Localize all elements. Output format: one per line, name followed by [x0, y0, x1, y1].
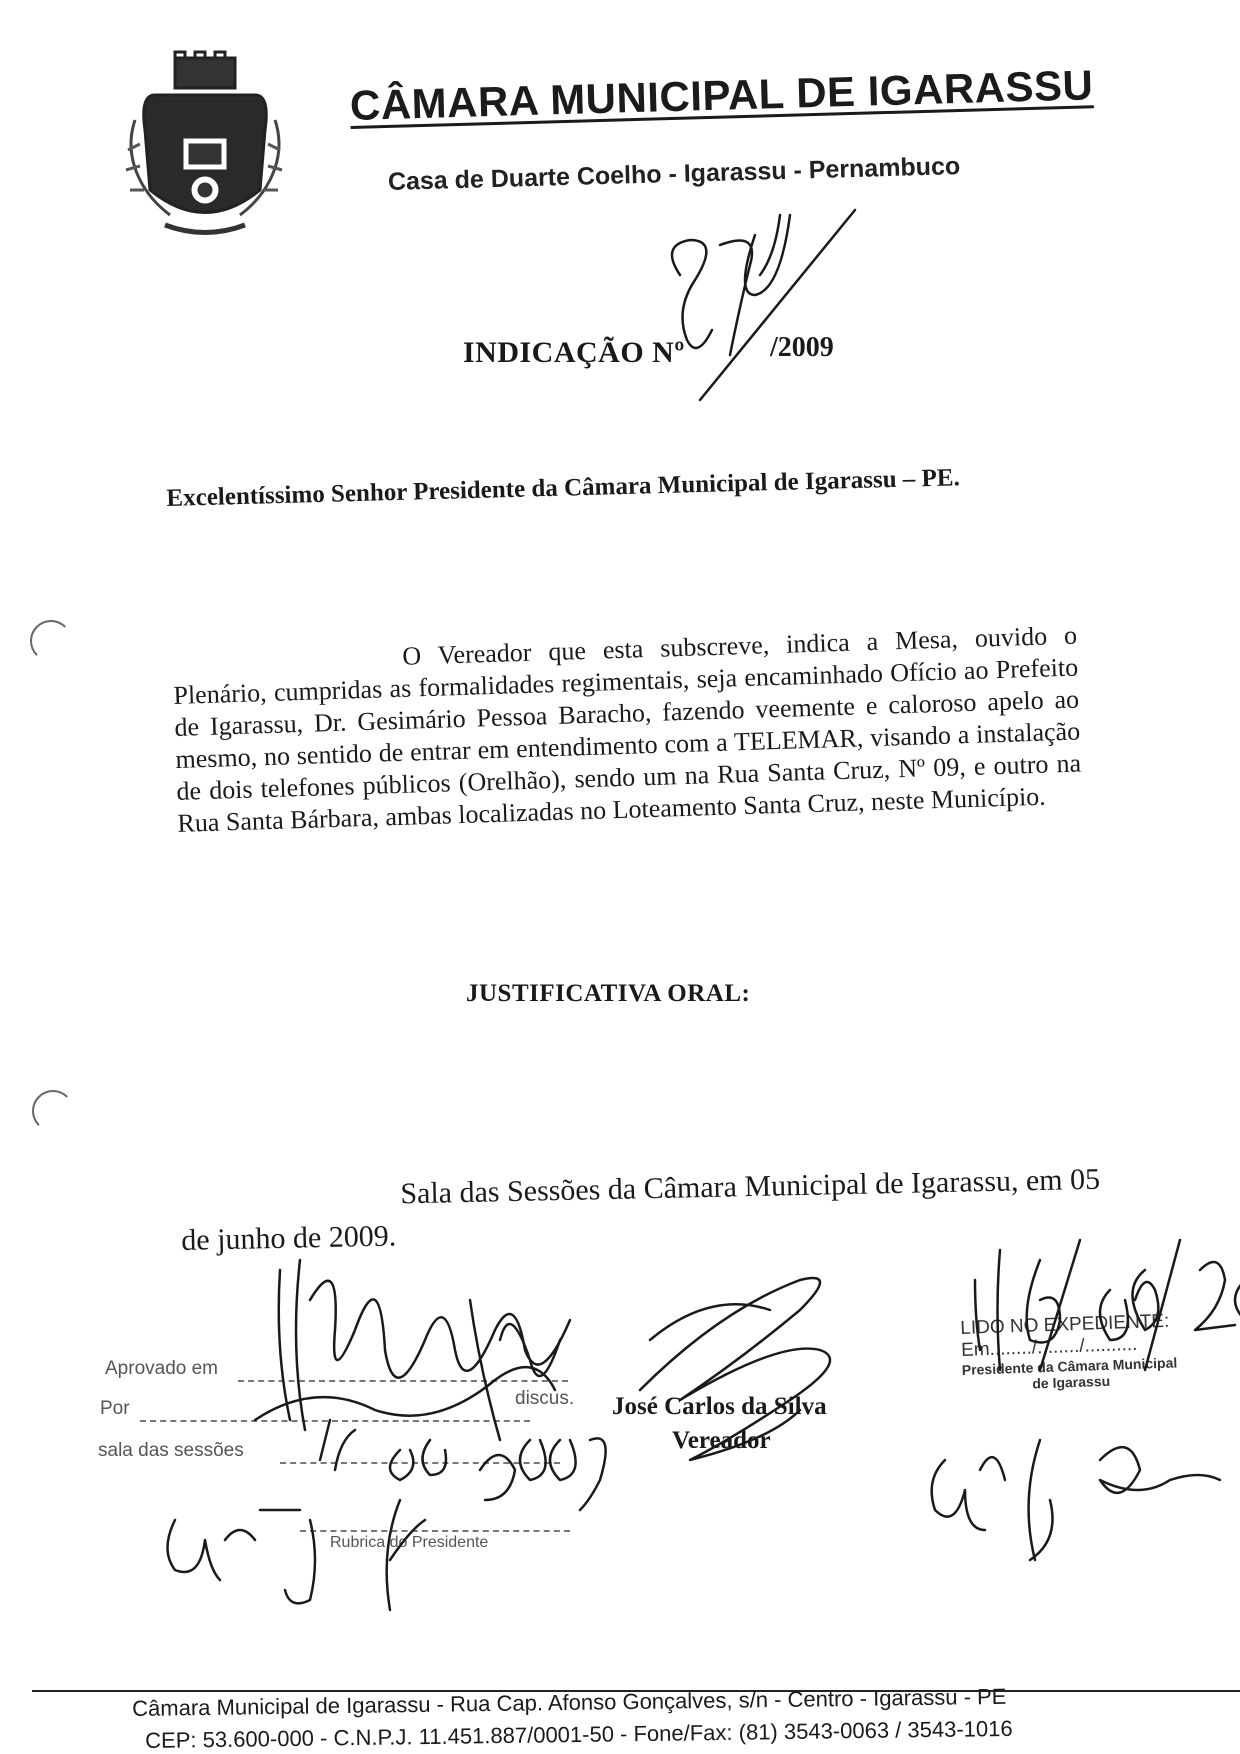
stamp-line [238, 1380, 568, 1382]
indicacao-label: INDICAÇÃO Nº [463, 336, 685, 369]
stamp-sala: sala das sessões [98, 1440, 244, 1461]
stamp-em: Em......../......../.......... [960, 1333, 1138, 1361]
coat-of-arms-icon [120, 50, 290, 240]
stamp-discus: discus. [515, 1388, 575, 1409]
chamber-subtitle: Casa de Duarte Coelho - Igarassu - Pernambuco [387, 152, 961, 196]
punch-hole [32, 1090, 74, 1132]
addressee: Excelentíssimo Senhor Presidente da Câmara Municipal de Igarassu – PE. [166, 464, 961, 512]
stamp-lido: LIDO NO EXPEDIENTE: [960, 1310, 1170, 1339]
stamp-line [140, 1420, 530, 1422]
stamp-presidente: Presidente da Câmara Municipal [961, 1354, 1178, 1378]
reading-stamp [960, 1310, 1178, 1393]
punch-hole [30, 620, 72, 662]
body-paragraph: O Vereador que esta subscreve, indica a Mesa, ouvido o Plenário, cumpridas as formalidades regimentais, seja encaminhado Ofício ao Prefeito de Igarassu, Dr. Gesimário Pessoa Baracho, fazendo veemente e caloroso apelo ao mesmo, no sentido de entrar em entendimento com a TELEMAR, visando a instalação de dois telefones públicos (Orelhão), sendo um na Rua Santa Cruz, Nº 09, e outro na Rua Santa Bárbara, ambas localizadas no Loteamento Santa Cruz, neste Município. [173, 620, 1082, 838]
handwritten-number [640, 205, 880, 405]
chamber-title: CÂMARA MUNICIPAL DE IGARASSU [349, 61, 1094, 129]
footer-contact: CEP: 53.600-000 - C.N.P.J. 11.451.887/0001-50 - Fone/Fax: (81) 3543-0063 / 3543-1016 [145, 1715, 1013, 1753]
signer-role: Vereador [672, 1427, 771, 1454]
closing-line: Sala das Sessões da Câmara Municipal de Igarassu, em 05 de junho de 2009. [180, 1162, 1101, 1257]
footer-address: Câmara Municipal de Igarassu - Rua Cap. Afonso Gonçalves, s/n - Centro - Igarassu - PE [132, 1683, 1007, 1721]
stamp-aprovado: Aprovado em [105, 1358, 219, 1379]
stamp-line [300, 1530, 570, 1532]
justificativa-heading: JUSTIFICATIVA ORAL: [466, 980, 751, 1007]
stamp-igarassu: de Igarassu [1032, 1372, 1111, 1392]
stamp-por: Por [100, 1398, 130, 1419]
signer-name: José Carlos da Silva [612, 1393, 827, 1420]
stamp-rubrica: Rubrica do Presidente [330, 1534, 489, 1551]
indicacao-year: /2009 [770, 332, 834, 363]
stamp-line [280, 1462, 560, 1464]
